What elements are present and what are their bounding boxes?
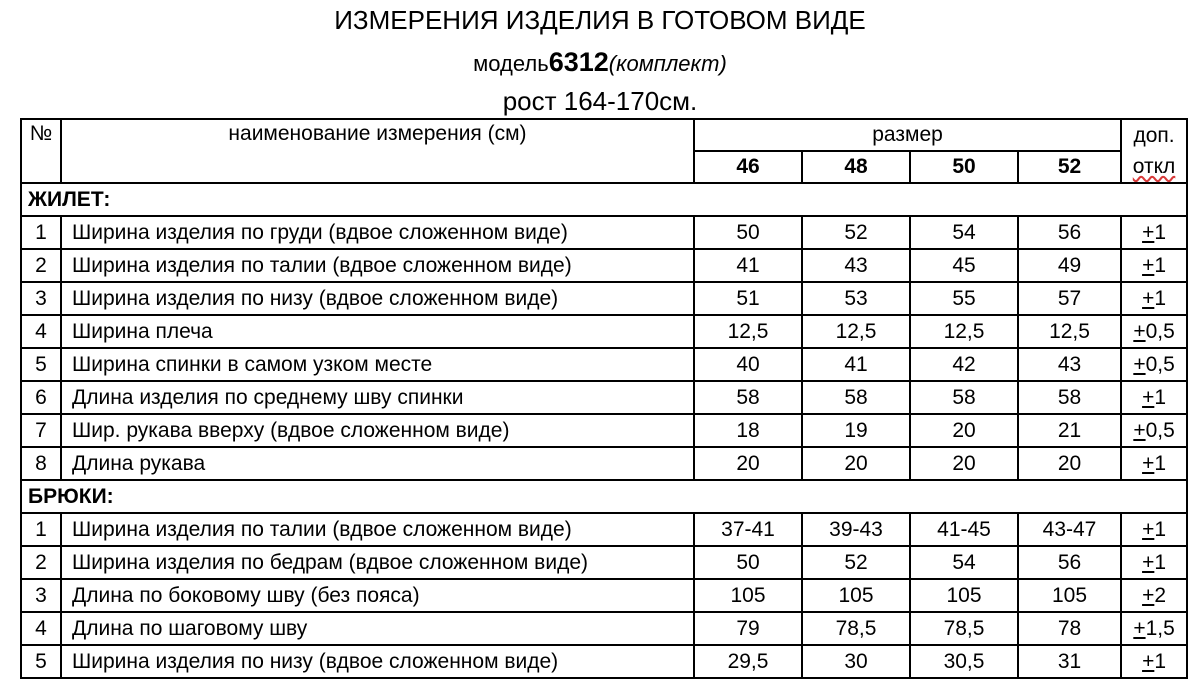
table-row — [21, 282, 1187, 315]
header-size: 50 — [910, 151, 1018, 183]
row-number: 3 — [21, 579, 61, 612]
header-row-1 — [21, 119, 1187, 151]
measurement-name: Ширина плеча — [61, 315, 694, 348]
size-value: 78 — [1018, 612, 1121, 645]
size-value: 12,5 — [802, 315, 910, 348]
tolerance-sign: + — [1142, 550, 1155, 574]
tolerance-sign: + — [1142, 451, 1155, 475]
size-value: 43 — [802, 249, 910, 282]
tolerance-value: 1 — [1154, 517, 1167, 541]
tolerance-sign: + — [1142, 517, 1155, 541]
measurements-table — [20, 118, 1188, 679]
header-tol-1: доп. — [1121, 119, 1187, 151]
tolerance-sign: + — [1133, 352, 1146, 376]
section-title: БРЮКИ: — [21, 480, 1187, 513]
size-value: 42 — [910, 348, 1018, 381]
table-row — [21, 414, 1187, 447]
size-value: 31 — [1018, 645, 1121, 678]
size-value: 20 — [910, 447, 1018, 480]
table-row — [21, 216, 1187, 249]
table-row — [21, 447, 1187, 480]
model-number: 6312 — [548, 47, 609, 77]
size-value: 41-45 — [910, 513, 1018, 546]
measurement-name: Ширина изделия по груди (вдвое сложенном виде) — [61, 216, 694, 249]
size-value: 19 — [802, 414, 910, 447]
row-number: 4 — [21, 612, 61, 645]
model-suffix: (комплект) — [608, 51, 727, 76]
tolerance-value: 1 — [1154, 253, 1167, 277]
size-value: 40 — [694, 348, 802, 381]
size-value: 12,5 — [910, 315, 1018, 348]
measurement-name: Ширина изделия по талии (вдвое сложенном виде) — [61, 249, 694, 282]
size-value: 78,5 — [802, 612, 910, 645]
header-size-group: размер — [694, 119, 1121, 151]
table-row — [21, 315, 1187, 348]
measurement-name: Ширина спинки в самом узком месте — [61, 348, 694, 381]
tolerance-sign: + — [1142, 583, 1155, 607]
section-row — [21, 480, 1187, 513]
size-value: 52 — [802, 546, 910, 579]
measurement-name: Длина по шаговому шву — [61, 612, 694, 645]
size-value: 30,5 — [910, 645, 1018, 678]
size-value: 79 — [694, 612, 802, 645]
document-title: ИЗМЕРЕНИЯ ИЗДЕЛИЯ В ГОТОВОМ ВИДЕ — [334, 5, 866, 35]
table-row — [21, 645, 1187, 678]
size-value: 43 — [1018, 348, 1121, 381]
table-row — [21, 612, 1187, 645]
measurement-name: Ширина изделия по бедрам (вдвое сложенном виде) — [61, 546, 694, 579]
row-number: 5 — [21, 645, 61, 678]
measurement-name: Шир. рукава вверху (вдвое сложенном виде) — [61, 414, 694, 447]
tolerance-value: 2 — [1154, 583, 1167, 607]
tolerance-sign: + — [1142, 385, 1155, 409]
size-value: 49 — [1018, 249, 1121, 282]
section-title: ЖИЛЕТ: — [21, 183, 1187, 216]
table-row — [21, 546, 1187, 579]
tolerance-sign: + — [1142, 649, 1155, 673]
measurement-name: Длина изделия по среднему шву спинки — [61, 381, 694, 414]
tolerance-sign: + — [1133, 616, 1146, 640]
header-num: № — [21, 119, 61, 183]
section-row — [21, 183, 1187, 216]
row-number: 8 — [21, 447, 61, 480]
tolerance-value: 1 — [1154, 385, 1167, 409]
tolerance-value: 1 — [1154, 550, 1167, 574]
measurement-name: Ширина изделия по низу (вдвое сложенном виде) — [61, 282, 694, 315]
tolerance — [1121, 579, 1187, 612]
header-size: 52 — [1018, 151, 1121, 183]
size-value: 41 — [694, 249, 802, 282]
size-value: 43-47 — [1018, 513, 1121, 546]
tolerance-sign: + — [1142, 253, 1155, 277]
row-number: 2 — [21, 546, 61, 579]
tolerance-sign: + — [1133, 418, 1146, 442]
size-value: 51 — [694, 282, 802, 315]
tolerance-sign: + — [1142, 286, 1155, 310]
size-value: 78,5 — [910, 612, 1018, 645]
size-value: 105 — [802, 579, 910, 612]
size-value: 53 — [802, 282, 910, 315]
size-value: 58 — [1018, 381, 1121, 414]
size-value: 21 — [1018, 414, 1121, 447]
size-value: 29,5 — [694, 645, 802, 678]
size-value: 12,5 — [694, 315, 802, 348]
measurement-name: Длина рукава — [61, 447, 694, 480]
header-name: наименование измерения (см) — [61, 119, 694, 183]
tolerance-value: 1 — [1154, 286, 1167, 310]
model-line — [0, 47, 1200, 78]
tolerance — [1121, 249, 1187, 282]
tolerance-value: 1 — [1154, 220, 1167, 244]
row-number: 6 — [21, 381, 61, 414]
tolerance — [1121, 612, 1187, 645]
tolerance — [1121, 216, 1187, 249]
tolerance — [1121, 282, 1187, 315]
size-value: 55 — [910, 282, 1018, 315]
size-value: 20 — [1018, 447, 1121, 480]
size-value: 39-43 — [802, 513, 910, 546]
header-size: 46 — [694, 151, 802, 183]
header-tol-2-text: откл — [1132, 154, 1176, 178]
measurement-name: Длина по боковому шву (без пояса) — [61, 579, 694, 612]
tolerance-value: 0,5 — [1145, 352, 1175, 376]
header-tol-2 — [1121, 151, 1187, 183]
tolerance — [1121, 546, 1187, 579]
measurement-name: Ширина изделия по низу (вдвое сложенном виде) — [61, 645, 694, 678]
tolerance — [1121, 315, 1187, 348]
row-number: 2 — [21, 249, 61, 282]
tolerance-value: 1,5 — [1145, 616, 1175, 640]
size-value: 105 — [694, 579, 802, 612]
tolerance — [1121, 348, 1187, 381]
row-number: 1 — [21, 216, 61, 249]
tolerance-value: 0,5 — [1145, 319, 1175, 343]
tolerance — [1121, 645, 1187, 678]
tolerance — [1121, 513, 1187, 546]
row-number: 4 — [21, 315, 61, 348]
size-value: 30 — [802, 645, 910, 678]
size-value: 57 — [1018, 282, 1121, 315]
row-number: 1 — [21, 513, 61, 546]
table-row — [21, 513, 1187, 546]
tolerance-value: 1 — [1154, 451, 1167, 475]
size-value: 41 — [802, 348, 910, 381]
size-value: 50 — [694, 216, 802, 249]
size-value: 52 — [802, 216, 910, 249]
tolerance — [1121, 381, 1187, 414]
measurement-name: Ширина изделия по талии (вдвое сложенном виде) — [61, 513, 694, 546]
tolerance — [1121, 447, 1187, 480]
tolerance — [1121, 414, 1187, 447]
size-value: 56 — [1018, 216, 1121, 249]
size-value: 58 — [694, 381, 802, 414]
size-value: 54 — [910, 216, 1018, 249]
table-row — [21, 348, 1187, 381]
size-value: 54 — [910, 546, 1018, 579]
size-value: 105 — [910, 579, 1018, 612]
tolerance-sign: + — [1133, 319, 1146, 343]
size-value: 18 — [694, 414, 802, 447]
tolerance-value: 0,5 — [1145, 418, 1175, 442]
row-number: 7 — [21, 414, 61, 447]
size-value: 20 — [694, 447, 802, 480]
table-row — [21, 381, 1187, 414]
height-line: рост 164-170см. — [502, 86, 698, 116]
size-value: 20 — [802, 447, 910, 480]
tolerance-sign: + — [1142, 220, 1155, 244]
model-prefix: модель — [473, 51, 549, 76]
size-value: 56 — [1018, 546, 1121, 579]
tolerance-value: 1 — [1154, 649, 1167, 673]
size-value: 50 — [694, 546, 802, 579]
size-value: 45 — [910, 249, 1018, 282]
header-size: 48 — [802, 151, 910, 183]
table-row — [21, 249, 1187, 282]
size-value: 12,5 — [1018, 315, 1121, 348]
size-value: 58 — [910, 381, 1018, 414]
size-value: 20 — [910, 414, 1018, 447]
table-row — [21, 579, 1187, 612]
size-value: 105 — [1018, 579, 1121, 612]
row-number: 3 — [21, 282, 61, 315]
size-value: 58 — [802, 381, 910, 414]
row-number: 5 — [21, 348, 61, 381]
size-value: 37-41 — [694, 513, 802, 546]
